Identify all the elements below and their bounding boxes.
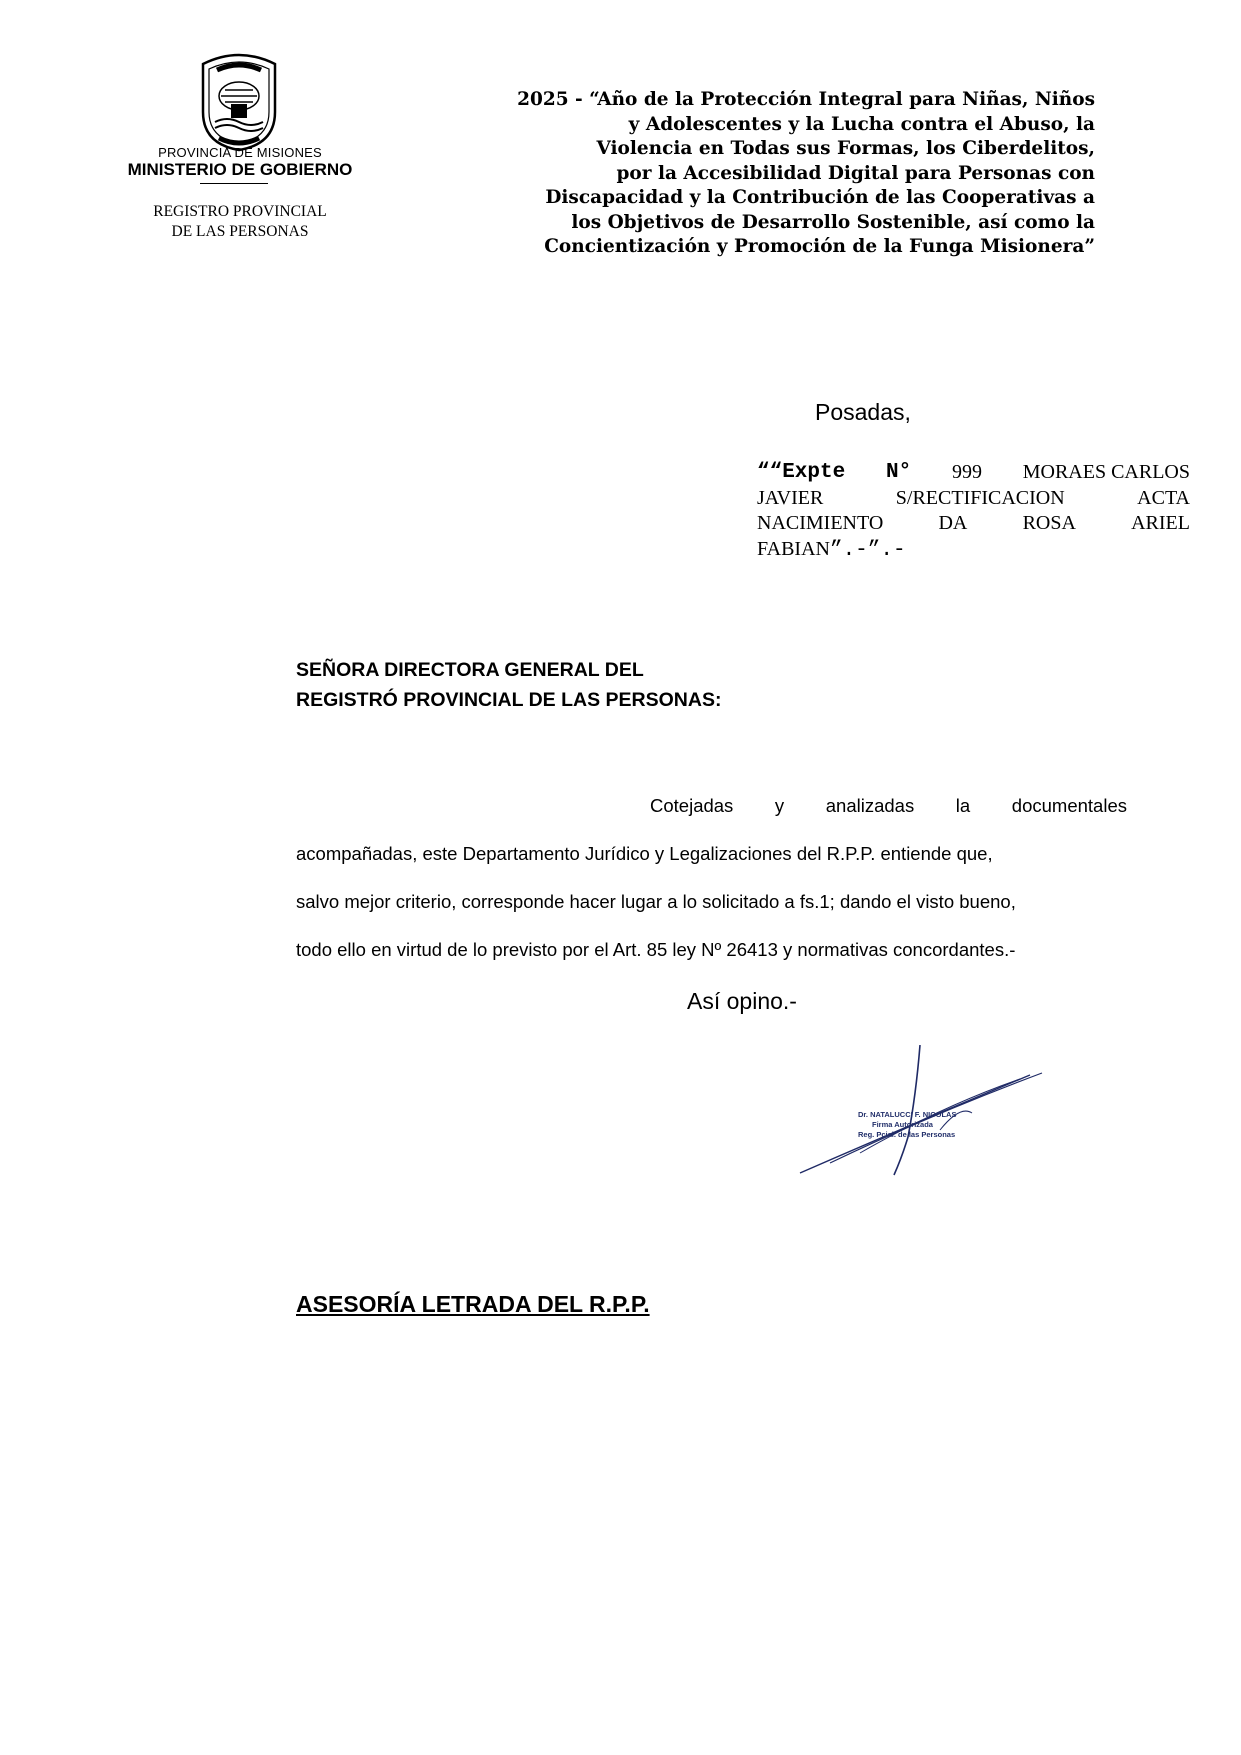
case-prefix: ““Expte [757,461,846,484]
case-word: NACIMIENTO [757,512,884,534]
stamp-name: Dr. NATALUCCI F. NICOLAS [858,1110,957,1119]
addressee-line2: REGISTRÓ PROVINCIAL DE LAS PERSONAS: [296,689,722,711]
case-word: FABIAN [757,537,830,560]
motto-line: por la Accesibilidad Digital para Personas con [616,162,1095,184]
addressee-line1: SEÑORA DIRECTORA GENERAL DEL [296,659,644,681]
body-line-3: salvo mejor criterio, corresponde hacer lugar a lo solicitado a fs.1; dando el visto bueno, [296,891,1016,912]
body-line-4: todo ello en virtud de lo previsto por el Art. 85 ley Nº 26413 y normativas concordantes.- [296,939,1016,960]
case-reference [757,460,1190,563]
case-party-name: MORAES CARLOS [1022,461,1190,483]
registry-label-line2: DE LAS PERSONAS [171,223,309,240]
case-number-label: N° [885,461,912,484]
body-line-2: acompañadas, este Departamento Jurídico y Legalizaciones del R.P.P. entiende que, [296,843,993,864]
motto-line: 2025 - “Año de la Protección Integral para Niñas, Niños [517,89,1095,110]
year-motto [440,88,1095,260]
motto-line: y Adolescentes y la Lucha contra el Abuso, la [628,113,1095,135]
body-line-1 [650,795,1127,817]
closing-opinion: Así opino.- [687,988,797,1014]
body-word: analizadas [825,795,915,816]
header-divider [200,183,268,184]
province-label: PROVINCIA DE MISIONES [158,145,322,160]
motto-line: Violencia en Todas sus Formas, los Ciberdelitos, [596,138,1095,159]
case-number: 999 [951,461,982,483]
ministry-label: MINISTERIO DE GOBIERNO [127,160,353,179]
stamp-role: Firma Autorizada [872,1120,933,1129]
motto-line: los Objetivos de Desarrollo Sostenible, así como la [571,211,1095,233]
body-word: la [955,795,971,816]
body-word: y [774,795,785,816]
case-word: ROSA [1022,512,1076,534]
legal-advisory-heading: ASESORÍA LETRADA DEL R.P.P. [296,1291,650,1317]
case-word: ACTA [1137,486,1190,509]
case-word: S/RECTIFICACION [895,486,1065,509]
motto-line: Discapacidad y la Contribución de las Cooperativas a [545,187,1095,208]
case-suffix: ”.-”.- [829,538,906,562]
case-word: DA [938,512,968,534]
provincial-seal-emblem [193,52,285,152]
body-word: Cotejadas [650,795,734,816]
addressee [296,655,721,715]
place-line: Posadas, [815,399,911,425]
case-word: JAVIER [757,486,824,509]
body-word: documentales [1011,795,1127,816]
registry-label-line1: REGISTRO PROVINCIAL [153,203,327,220]
case-word: ARIEL [1131,512,1190,534]
stamp-office: Reg. Pcial. de las Personas [858,1130,956,1139]
motto-line: Concientización y Promoción de la Funga Misionera” [544,236,1095,257]
